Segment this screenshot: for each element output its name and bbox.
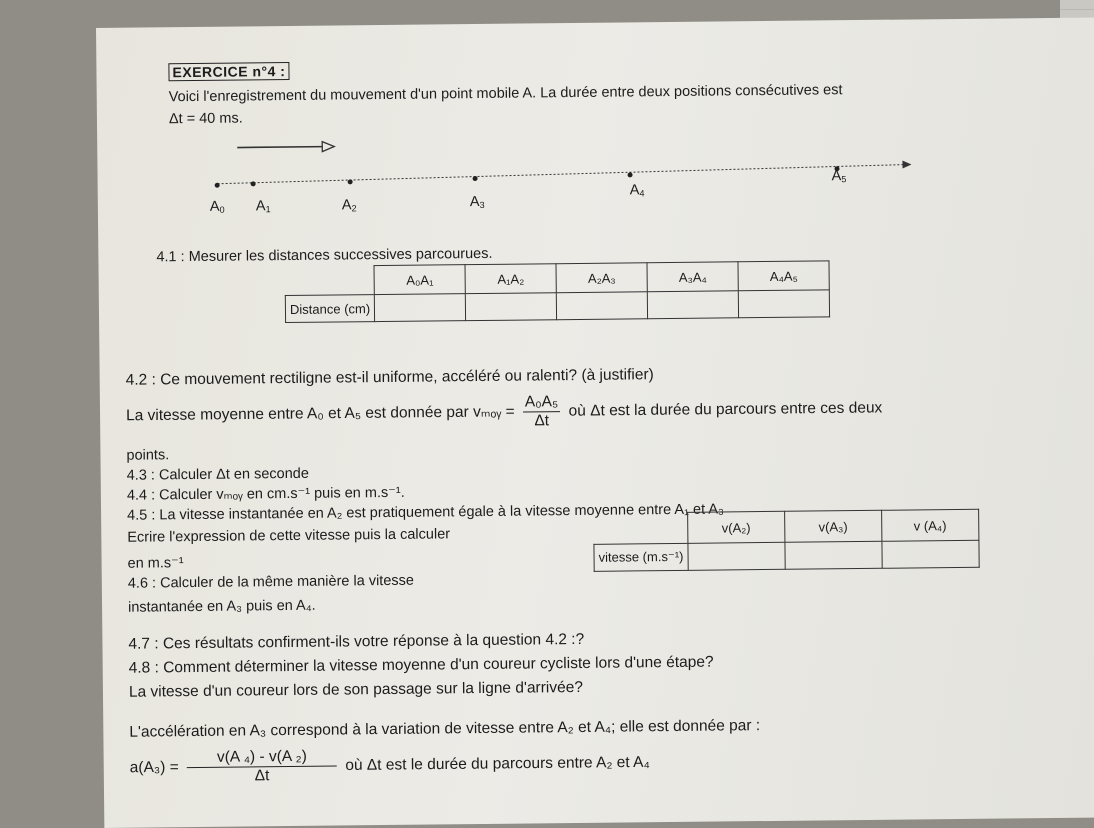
header-v-a2: v(A₂) bbox=[687, 511, 784, 543]
label-a4: $A_4$ bbox=[629, 182, 645, 199]
point-a2 bbox=[348, 179, 353, 184]
label-a5: $A_5$ bbox=[831, 168, 847, 185]
question-4-8: 4.8 : Comment déterminer la vitesse moyenne d'un coureur cycliste lors d'une étape? bbox=[128, 653, 714, 677]
vmoy-fraction: $\frac{\text{A₀A₅}}{\Delta t}$ bbox=[523, 393, 561, 430]
label-a2: $A_2$ bbox=[341, 197, 357, 214]
label-a0: $A_0$ bbox=[209, 198, 225, 215]
cell-v-a2[interactable] bbox=[688, 542, 785, 570]
points-word: points. bbox=[126, 447, 170, 464]
cell-a2a3[interactable] bbox=[556, 292, 647, 320]
question-4-5-line2: Ecrire l'expression de cette vitesse puis la calculer bbox=[127, 526, 451, 546]
question-4-6: 4.6 : Calculer de la même manière la vitesse bbox=[127, 572, 414, 592]
question-4-8-line2: La vitesse d'un coureur lors de son passage sur la ligne d'arrivée? bbox=[128, 678, 583, 701]
acceleration-intro: L'accélération en A₃ correspond à la variation de vitesse entre A₂ et A₄; elle est donnée par : bbox=[129, 717, 761, 741]
exercise-title: EXERCICE n°4 : bbox=[168, 62, 289, 81]
question-4-6-line2: instantanée en A₃ puis en A₄. bbox=[127, 597, 316, 616]
intro-line-1: Voici l'enregistrement du mouvement d'un point mobile A. La durée entre deux positions consécutives est bbox=[168, 82, 843, 106]
cell-a3a4[interactable] bbox=[647, 291, 738, 319]
acceleration-fraction: $\frac{\text{v(A ₄) - v(A ₂)}}{\Delta t}$ bbox=[187, 748, 337, 787]
vmoy-formula-line: La vitesse moyenne entre A₀ et A₅ est donnée par vₘₒᵧ = $\frac{\text{A₀A₅}}{\Delta t}$ où Δt est la durée du parcours entre ces deux bbox=[125, 393, 883, 430]
row-label-velocity: vitesse (m.s⁻¹) bbox=[594, 543, 688, 571]
point-a4 bbox=[628, 172, 633, 177]
worksheet-page bbox=[96, 18, 1094, 828]
point-a3 bbox=[473, 176, 478, 181]
cell-a1a2[interactable] bbox=[465, 293, 556, 321]
question-4-5: 4.5 : La vitesse instantanée en A₂ est pratiquement égale à la vitesse moyenne entre A₁ et A₃ bbox=[127, 501, 724, 524]
header-a2a3: A₂A₃ bbox=[556, 263, 647, 293]
header-a4a5: A₄A₅ bbox=[738, 261, 829, 291]
question-4-4: 4.4 : Calculer vₘₒᵧ en cm.s⁻¹ puis en m.s⁻¹. bbox=[126, 484, 405, 504]
trajectory-diagram bbox=[207, 134, 928, 232]
trajectory-line bbox=[218, 165, 908, 184]
question-4-3: 4.3 : Calculer Δt en seconde bbox=[126, 465, 309, 484]
header-a1a2: A₁A₂ bbox=[465, 264, 556, 294]
question-4-1: 4.1 : Mesurer les distances successives parcourues. bbox=[156, 245, 493, 266]
question-4-7: 4.7 : Ces résultats confirment-ils votre réponse à la question 4.2 :? bbox=[128, 630, 585, 653]
acceleration-formula: a(A₃) = $\frac{\text{v(A ₄) - v(A ₂)}}{\Delta t}$ où Δt est le durée du parcours entre A₂ et A₄ bbox=[129, 747, 650, 785]
row-label-distance: Distance (cm) bbox=[285, 295, 374, 323]
label-a1: $A_1$ bbox=[255, 198, 271, 215]
question-4-5-line3: en m.s⁻¹ bbox=[127, 555, 184, 572]
header-v-a4: v (A₄) bbox=[881, 509, 978, 541]
velocity-table bbox=[593, 509, 979, 572]
cell-a4a5[interactable] bbox=[738, 290, 829, 318]
point-a0 bbox=[215, 183, 220, 188]
header-a3a4: A₃A₄ bbox=[647, 262, 738, 292]
cell-v-a4[interactable] bbox=[882, 540, 979, 568]
label-a3: $A_3$ bbox=[469, 193, 485, 211]
cell-a0a1[interactable] bbox=[374, 294, 465, 322]
header-v-a3: v(A₃) bbox=[784, 510, 881, 542]
distance-table bbox=[285, 260, 831, 323]
question-4-2: 4.2 : Ce mouvement rectiligne est-il uniforme, accéléré ou ralenti? (à justifier) bbox=[125, 366, 654, 389]
cell-v-a3[interactable] bbox=[785, 541, 882, 569]
direction-arrow bbox=[237, 142, 334, 153]
header-a0a1: A₀A₁ bbox=[374, 265, 465, 295]
intro-line-2: Δt = 40 ms. bbox=[168, 110, 243, 128]
point-a1 bbox=[251, 181, 256, 186]
